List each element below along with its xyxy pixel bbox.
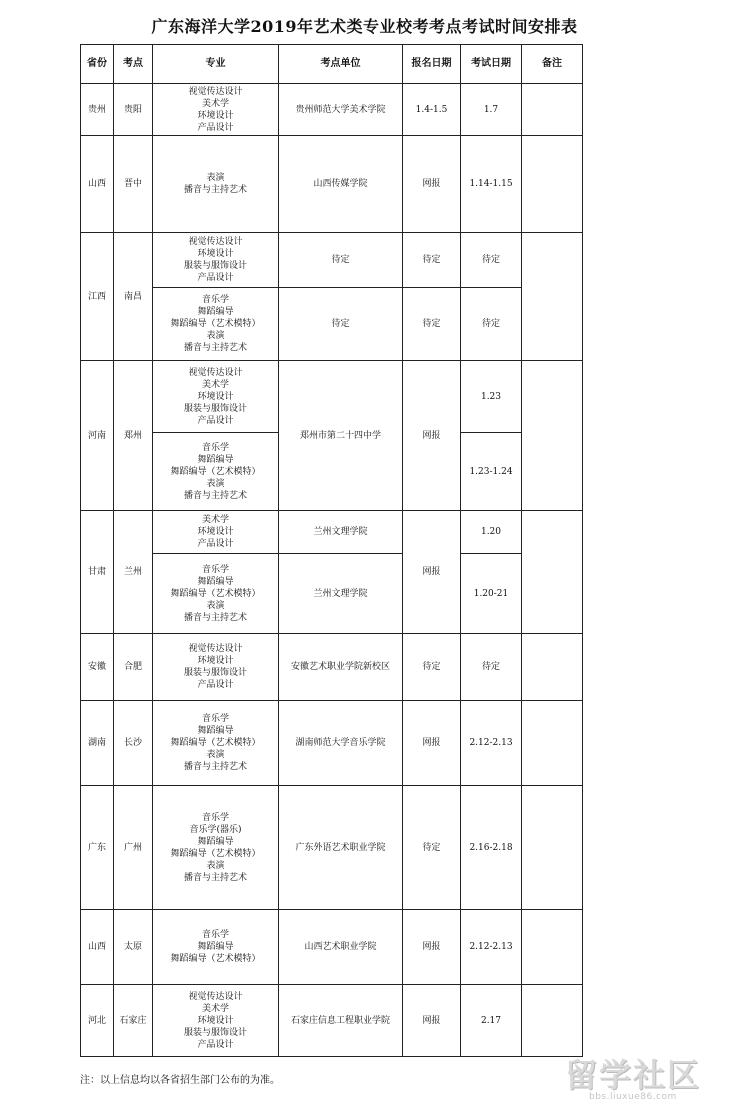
- major-item: 播音与主持艺术: [183, 612, 247, 623]
- table-row: [81, 136, 583, 233]
- major-item: 播音与主持艺术: [183, 490, 247, 501]
- reg-date-cell: 待定: [403, 634, 461, 701]
- schedule-table: [80, 44, 583, 1057]
- major-item: 表演: [206, 750, 225, 760]
- major-item: 环境设计: [197, 1015, 234, 1026]
- major-item: 视觉传达设计: [188, 991, 243, 1002]
- province-cell: 广东: [81, 786, 114, 910]
- site-cell: 南昌: [114, 233, 153, 361]
- site-cell: 长沙: [114, 701, 153, 786]
- major-item: 视觉传达设计: [188, 237, 243, 247]
- header-unit: 考点单位: [279, 45, 403, 84]
- major-item: 服装与服饰设计: [183, 403, 247, 414]
- exam-date-cell: 1.20-21: [461, 554, 522, 634]
- remarks-cell: [522, 985, 583, 1057]
- major-item: 表演: [206, 600, 225, 611]
- major-item: 舞蹈编导（艺术模特）: [170, 738, 261, 748]
- major-item: 服装与服饰设计: [183, 261, 247, 271]
- major-item: 美术学: [201, 379, 229, 390]
- majors-cell: [153, 554, 279, 634]
- footnote: 注：以上信息均以各省招生部门公布的为准。: [80, 1075, 280, 1086]
- table-row: [81, 701, 583, 786]
- page-title: 广东海洋大学2019年艺术类专业校考考点考试时间安排表: [151, 17, 578, 36]
- major-item: 舞蹈编导: [197, 454, 234, 465]
- major-item: 舞蹈编导（艺术模特）: [170, 319, 261, 329]
- majors-cell: [153, 910, 279, 985]
- majors-cell: [153, 701, 279, 786]
- majors-cell: [153, 288, 279, 361]
- exam-date-cell: 2.16-2.18: [461, 786, 522, 910]
- exam-date-cell: 1.14-1.15: [461, 136, 522, 233]
- site-cell: 兰州: [114, 511, 153, 634]
- major-item: 音乐学: [201, 295, 229, 305]
- major-item: 环境设计: [197, 391, 234, 402]
- unit-cell: 湖南师范大学音乐学院: [279, 701, 403, 786]
- remarks-cell: [522, 701, 583, 786]
- watermark-logo: [555, 1048, 725, 1108]
- unit-cell: 郑州市第二十四中学: [279, 361, 403, 511]
- majors-cell: [153, 985, 279, 1057]
- major-item: 表演: [206, 331, 225, 341]
- major-item: 美术学: [201, 98, 229, 109]
- remarks-cell: [522, 361, 583, 511]
- province-cell: 山西: [81, 910, 114, 985]
- reg-date-cell: 1.4-1.5: [403, 84, 461, 136]
- majors-cell: [153, 511, 279, 554]
- exam-date-cell: 2.17: [461, 985, 522, 1057]
- unit-cell: 广东外语艺术职业学院: [279, 786, 403, 910]
- reg-date-cell: 网报: [403, 910, 461, 985]
- province-cell: 河南: [81, 361, 114, 511]
- site-cell: 晋中: [114, 136, 153, 233]
- site-cell: 石家庄: [114, 985, 153, 1057]
- watermark-url: bbs.liuxue86.com: [589, 1092, 677, 1102]
- major-item: 服装与服饰设计: [183, 668, 247, 678]
- major-item: 美术学: [201, 515, 229, 525]
- province-cell: 贵州: [81, 84, 114, 136]
- reg-date-cell: 待定: [403, 288, 461, 361]
- major-item: 播音与主持艺术: [183, 762, 247, 772]
- header-site: 考点: [114, 45, 153, 84]
- major-item: 美术学: [201, 1003, 229, 1014]
- province-cell: 甘肃: [81, 511, 114, 634]
- remarks-cell: [522, 84, 583, 136]
- majors-cell: [153, 634, 279, 701]
- major-item: 舞蹈编导: [197, 726, 234, 736]
- majors-cell: [153, 233, 279, 288]
- unit-cell: 山西艺术职业学院: [279, 910, 403, 985]
- major-item: 播音与主持艺术: [183, 872, 247, 883]
- site-cell: 广州: [114, 786, 153, 910]
- table-row: [81, 511, 583, 554]
- exam-date-cell: 2.12-2.13: [461, 701, 522, 786]
- unit-cell: 贵州师范大学美术学院: [279, 84, 403, 136]
- reg-date-cell: 待定: [403, 786, 461, 910]
- major-item: 舞蹈编导: [197, 942, 234, 952]
- unit-cell: 兰州文理学院: [279, 511, 403, 554]
- province-cell: 河北: [81, 985, 114, 1057]
- table-row: [81, 288, 583, 361]
- table-row: [81, 985, 583, 1057]
- major-item: 视觉传达设计: [188, 86, 243, 97]
- major-item: 音乐学: [201, 930, 229, 940]
- site-cell: 郑州: [114, 361, 153, 511]
- table-row: [81, 634, 583, 701]
- exam-date-cell: 1.20: [461, 511, 522, 554]
- exam-date-cell: 1.23-1.24: [461, 433, 522, 511]
- reg-date-cell: 网报: [403, 136, 461, 233]
- unit-cell: 待定: [279, 233, 403, 288]
- reg-date-cell: 网报: [403, 511, 461, 634]
- major-item: 产品设计: [197, 680, 234, 690]
- header-remarks: 备注: [522, 45, 583, 84]
- major-item: 舞蹈编导: [197, 576, 234, 587]
- table-row: [81, 786, 583, 910]
- unit-cell: 安徽艺术职业学院新校区: [279, 634, 403, 701]
- remarks-cell: [522, 786, 583, 910]
- major-item: 舞蹈编导: [197, 307, 234, 317]
- major-item: 音乐学: [201, 442, 229, 453]
- major-item: 视觉传达设计: [188, 367, 243, 378]
- major-item: 舞蹈编导（艺术模特）: [170, 848, 261, 859]
- exam-date-cell: 待定: [461, 288, 522, 361]
- header-row: [81, 45, 583, 84]
- majors-cell: [153, 84, 279, 136]
- major-item: 环境设计: [197, 527, 234, 537]
- remarks-cell: [522, 910, 583, 985]
- unit-cell: 待定: [279, 288, 403, 361]
- header-province: 省份: [81, 45, 114, 84]
- site-cell: 贵阳: [114, 84, 153, 136]
- unit-cell: 兰州文理学院: [279, 554, 403, 634]
- exam-date-cell: 1.23: [461, 361, 522, 433]
- major-item: 舞蹈编导: [197, 836, 234, 847]
- major-item: 环境设计: [197, 249, 234, 259]
- table-row: [81, 910, 583, 985]
- header-exam-date: 考试日期: [461, 45, 522, 84]
- major-item: 环境设计: [197, 656, 234, 666]
- header-registration-date: 报名日期: [403, 45, 461, 84]
- header-major: 专业: [153, 45, 279, 84]
- major-item: 服装与服饰设计: [183, 1027, 247, 1038]
- major-item: 舞蹈编导（艺术模特）: [170, 954, 261, 964]
- exam-date-cell: 待定: [461, 634, 522, 701]
- remarks-cell: [522, 511, 583, 634]
- majors-cell: [153, 361, 279, 433]
- major-item: 产品设计: [197, 539, 234, 549]
- remarks-cell: [522, 136, 583, 233]
- major-item: 产品设计: [197, 273, 234, 283]
- major-item: 视觉传达设计: [188, 644, 243, 654]
- exam-date-cell: 1.7: [461, 84, 522, 136]
- table-row: [81, 233, 583, 288]
- reg-date-cell: 网报: [403, 361, 461, 511]
- remarks-cell: [522, 634, 583, 701]
- major-item: 表演: [206, 173, 225, 183]
- province-cell: 山西: [81, 136, 114, 233]
- major-item: 环境设计: [197, 110, 234, 121]
- major-item: 播音与主持艺术: [183, 185, 247, 195]
- major-item: 表演: [206, 478, 225, 489]
- majors-cell: [153, 433, 279, 511]
- watermark-text: 留学社区: [565, 1056, 702, 1094]
- table-row: [81, 84, 583, 136]
- major-item: 音乐学: [201, 714, 229, 724]
- reg-date-cell: 网报: [403, 701, 461, 786]
- exam-date-cell: 待定: [461, 233, 522, 288]
- major-item: 音乐学(器乐): [189, 824, 242, 835]
- reg-date-cell: 网报: [403, 985, 461, 1057]
- remarks-cell: [522, 233, 583, 361]
- major-item: 表演: [206, 860, 225, 871]
- exam-date-cell: 2.12-2.13: [461, 910, 522, 985]
- major-item: 舞蹈编导（艺术模特）: [170, 588, 261, 599]
- unit-cell: 石家庄信息工程职业学院: [279, 985, 403, 1057]
- major-item: 产品设计: [197, 415, 234, 426]
- major-item: 音乐学: [201, 564, 229, 575]
- major-item: 产品设计: [197, 1039, 234, 1050]
- province-cell: 江西: [81, 233, 114, 361]
- major-item: 舞蹈编导（艺术模特）: [170, 466, 261, 477]
- table-row: [81, 554, 583, 634]
- province-cell: 湖南: [81, 701, 114, 786]
- major-item: 播音与主持艺术: [183, 343, 247, 353]
- unit-cell: 山西传媒学院: [279, 136, 403, 233]
- majors-cell: [153, 136, 279, 233]
- reg-date-cell: 待定: [403, 233, 461, 288]
- major-item: 产品设计: [197, 122, 234, 133]
- major-item: 音乐学: [201, 812, 229, 823]
- province-cell: 安徽: [81, 634, 114, 701]
- majors-cell: [153, 786, 279, 910]
- site-cell: 太原: [114, 910, 153, 985]
- site-cell: 合肥: [114, 634, 153, 701]
- table-row: [81, 361, 583, 433]
